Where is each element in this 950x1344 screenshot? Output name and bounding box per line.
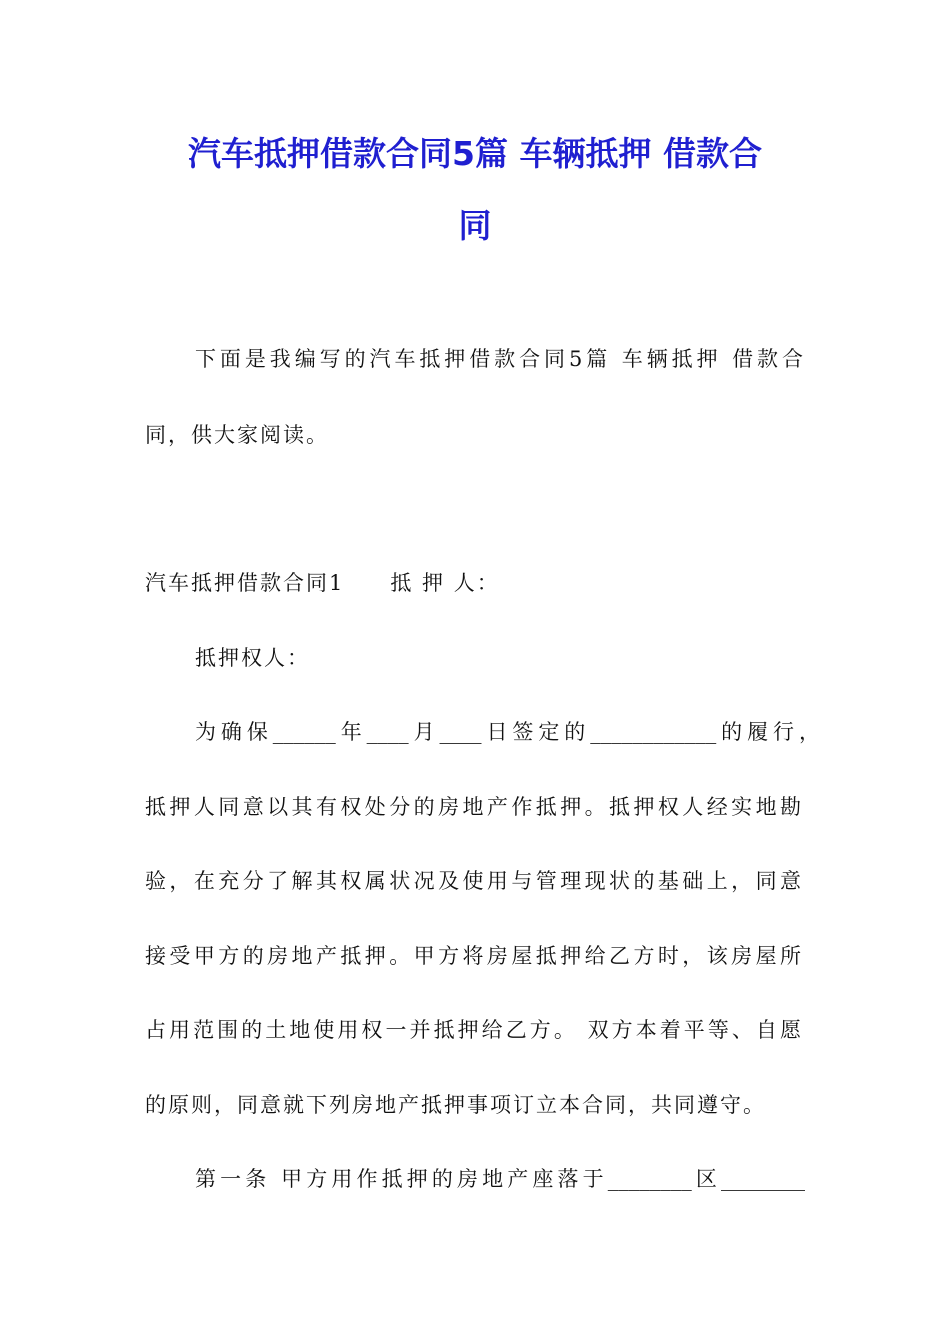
article-1-line: 第一条 甲方用作抵押的房地产座落于________区________ — [195, 1167, 805, 1191]
paragraph-line: 的原则，同意就下列房地产抵押事项订立本合同，共同遵守。 — [145, 1093, 766, 1117]
intro-line-1: 下面是我编写的汽车抵押借款合同5篇 车辆抵押 借款合 — [195, 347, 805, 371]
document-title-line-2: 同 — [458, 206, 492, 245]
paragraph-line: 为确保______年____月____日签定的____________的履行， — [195, 720, 820, 744]
intro-line-2: 同，供大家阅读。 — [145, 423, 329, 447]
paragraph-line: 抵押人同意以其有权处分的房地产作抵押。抵押权人经实地勘 — [145, 795, 803, 819]
mortgagee-label: 抵押权人： — [195, 646, 310, 670]
paragraph-line: 验，在充分了解其权属状况及使用与管理现状的基础上，同意 — [145, 869, 803, 893]
paragraph-line: 接受甲方的房地产抵押。甲方将房屋抵押给乙方时，该房屋所 — [145, 944, 803, 968]
document-title-line-1: 汽车抵押借款合同5篇 车辆抵押 借款合 — [188, 134, 762, 173]
paragraph-line: 占用范围的土地使用权一并抵押给乙方。 双方本着平等、自愿 — [145, 1018, 803, 1042]
contract-heading: 汽车抵押借款合同1 抵 押 人： — [145, 571, 500, 595]
